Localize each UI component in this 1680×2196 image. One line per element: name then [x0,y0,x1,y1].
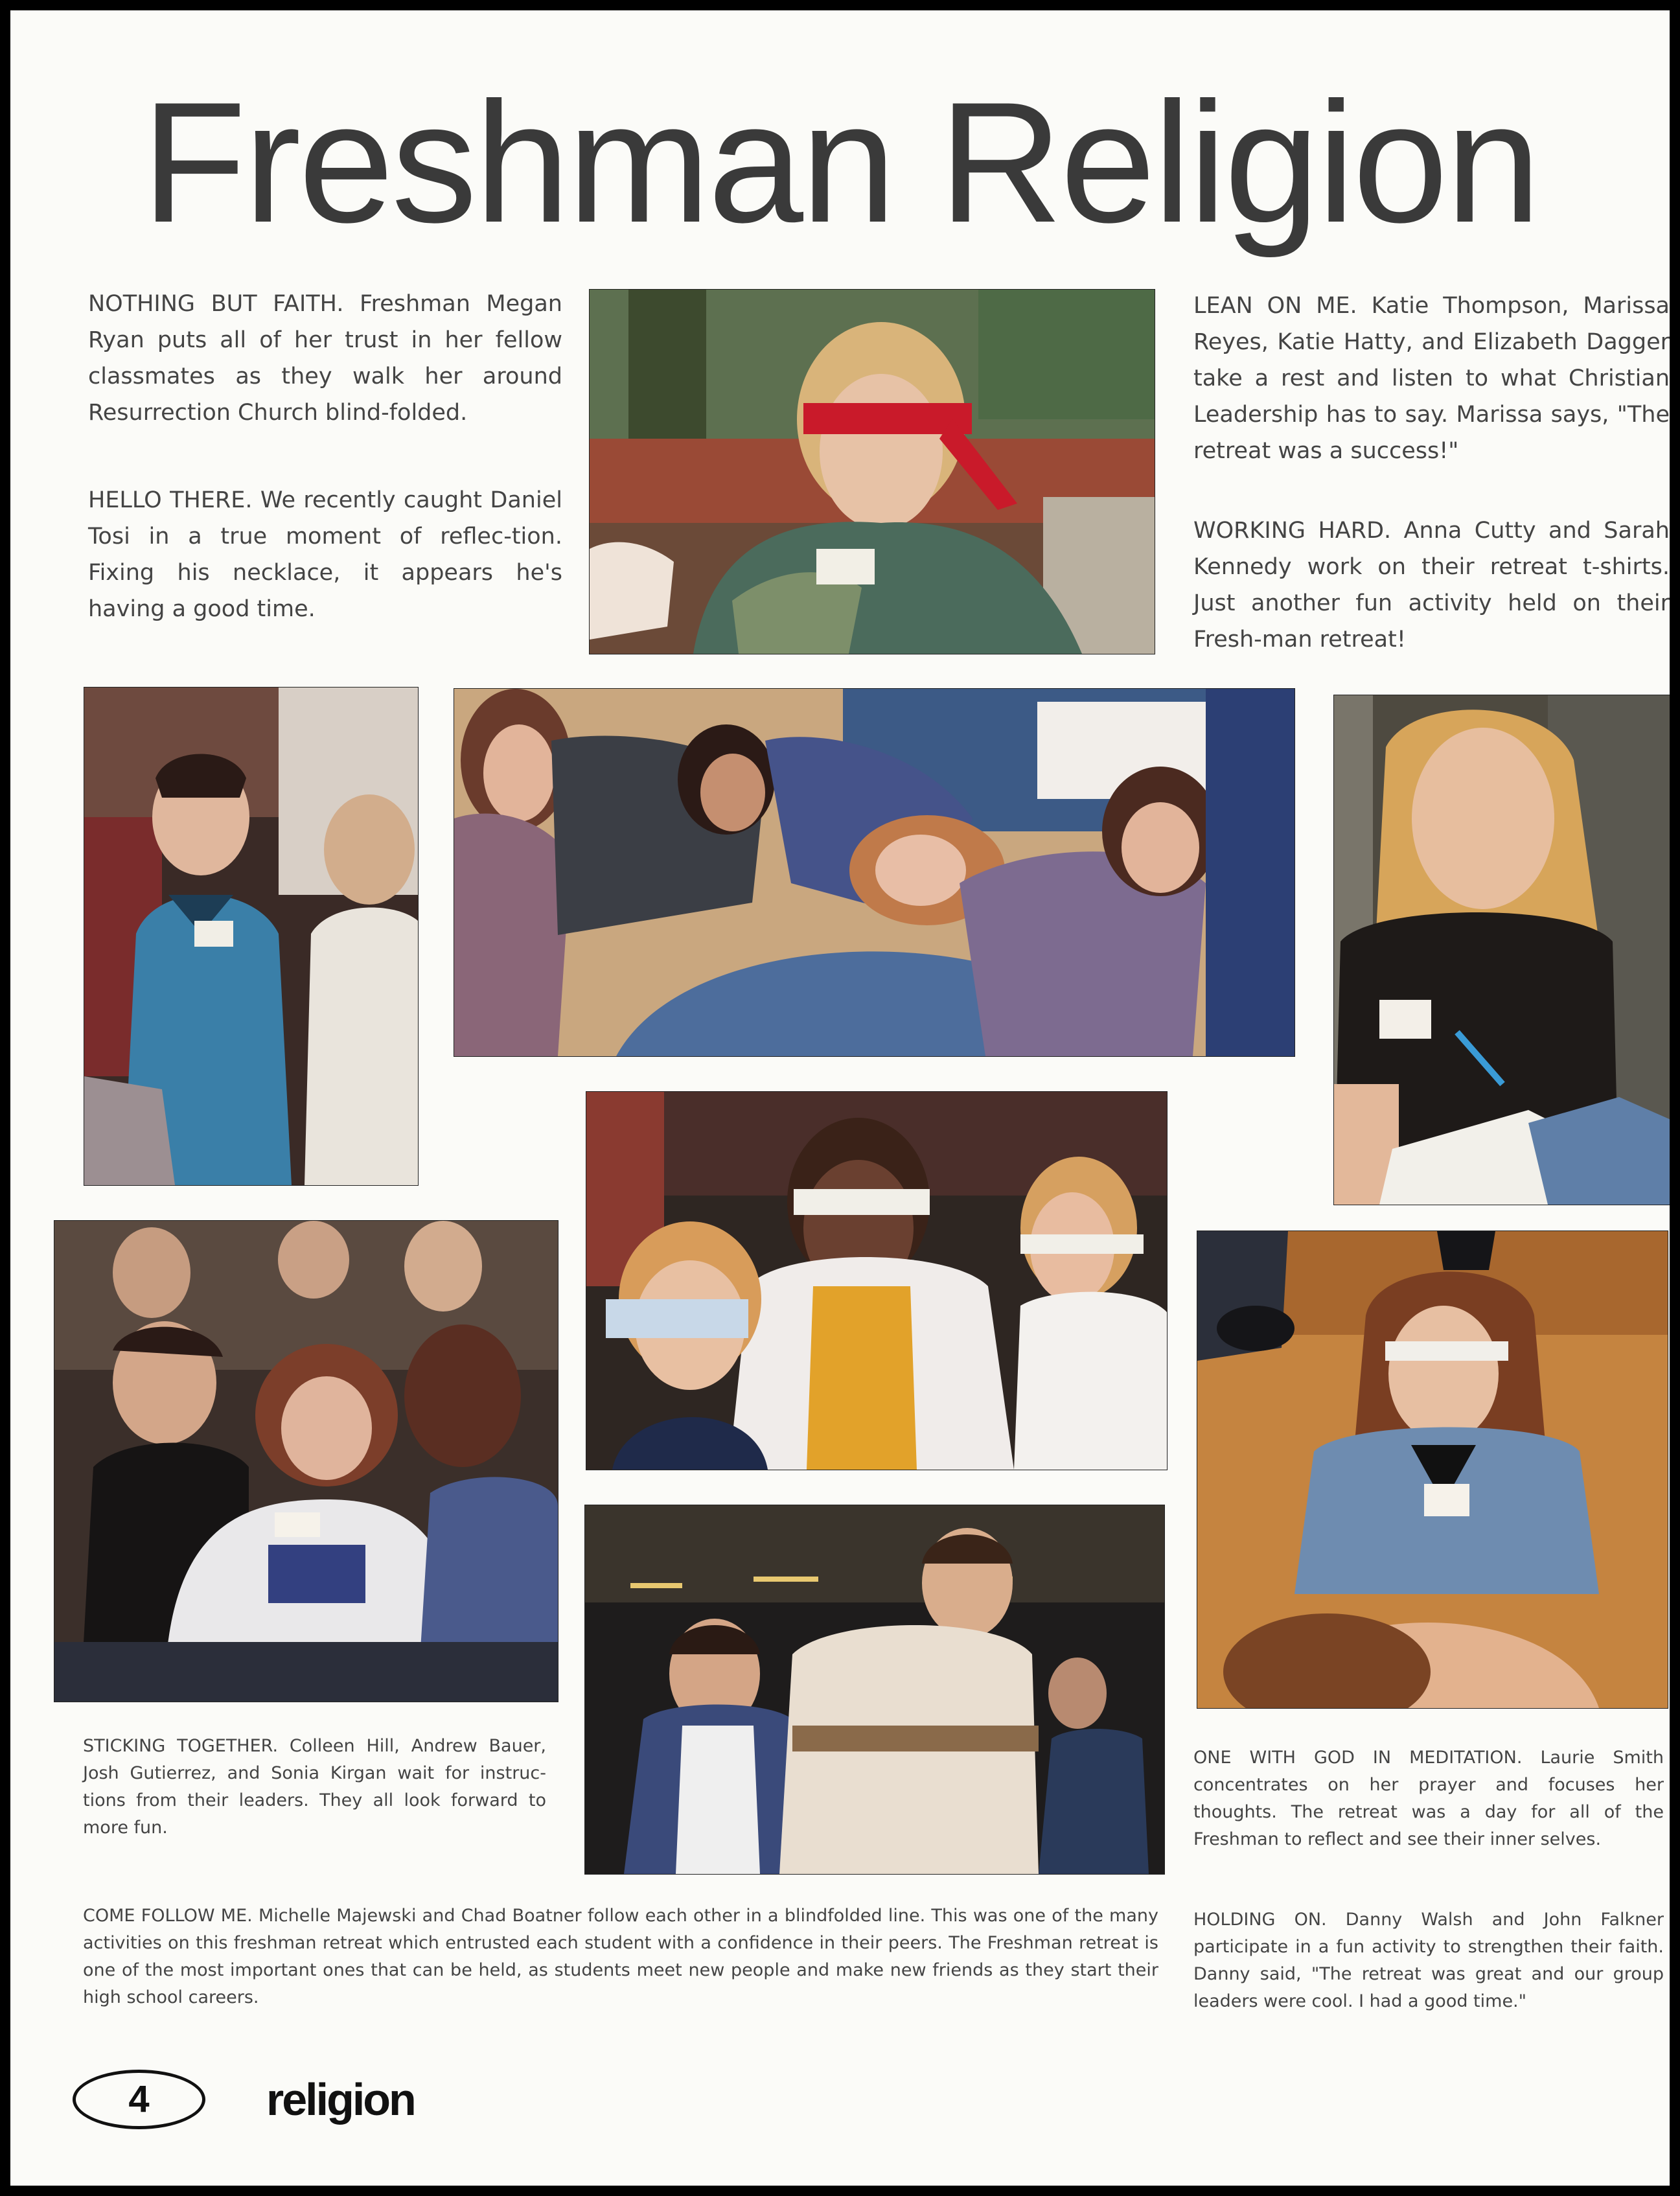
caption-lead: COME FOLLOW ME. [83,1906,253,1926]
caption-body: Freshman Megan Ryan puts all of her trust in her fellow classmates as they walk her around Resurrection Church blind-folded. [88,291,562,426]
caption-lead: HOLDING ON. [1193,1910,1327,1930]
photo-group-sitting [54,1220,558,1702]
caption-lead: HELLO THERE. [88,487,253,513]
page-number: 4 [73,2070,205,2129]
photo-blindfolded-group [586,1091,1168,1470]
caption-sticking-together [83,1733,546,1842]
caption-body: Danny Walsh and John Falkner participate in a fun activity to strengthen their faith. Danny said, "The retreat was great and our group leaders were cool. I had a good time." [1193,1910,1664,2011]
photo-girl-writing [1333,695,1670,1205]
caption-lead: WORKING HARD. [1193,518,1392,544]
yearbook-page [10,10,1670,2186]
caption-lead: STICKING TOGETHER. [83,1736,279,1756]
caption-lead: LEAN ON ME. [1193,293,1357,319]
caption-lead: ONE WITH GOD IN MEDITATION. [1193,1748,1523,1768]
caption-hello-there [88,482,562,627]
photo-boy-necklace [84,687,419,1186]
photo-walking-line [584,1505,1165,1875]
caption-come-follow-me [83,1902,1158,2011]
caption-body: Anna Cutty and Sarah Kennedy work on their retreat t-shirts. Just another fun activity held on their Fresh-man retreat! [1193,518,1670,653]
caption-one-with-god [1193,1744,1664,1853]
caption-body: Laurie Smith concentrates on her prayer and focuses her thoughts. The retreat was a day for all of the Freshman to reflect and see their inner selves. [1193,1748,1664,1849]
caption-body: Michelle Majewski and Chad Boatner follow each other in a blindfolded line. This was one of the many activities on this freshman retreat which entrusted each student with a confidence in their peers. The Freshman retreat is one of the most important ones that can be held, as students meet new people and make new friends as they start their high school careers. [83,1906,1158,2007]
photo-girl-meditating [1197,1231,1668,1709]
photo-blindfolded-girl [589,289,1155,654]
caption-holding-on [1193,1906,1664,2015]
caption-body: We recently caught Daniel Tosi in a true moment of reflec-tion. Fixing his necklace, it appears he's having a good time. [88,487,562,622]
caption-working-hard [1193,513,1670,658]
caption-nothing-but-faith [88,286,562,431]
caption-body: Colleen Hill, Andrew Bauer, Josh Gutierrez, and Sonia Kirgan wait for instruc-tions from their leaders. They all look forward to more fun. [83,1736,546,1838]
caption-body: Katie Thompson, Marissa Reyes, Katie Hatty, and Elizabeth Dagger take a rest and listen to what Christian Leadership has to say. Marissa says, "The retreat was a success!" [1193,293,1670,464]
caption-lean-on-me [1193,288,1670,469]
caption-lead: NOTHING BUT FAITH. [88,291,344,317]
photo-girls-resting [454,688,1295,1057]
section-name: religion [266,2074,415,2125]
page-title: Freshman Religion [141,67,1539,259]
